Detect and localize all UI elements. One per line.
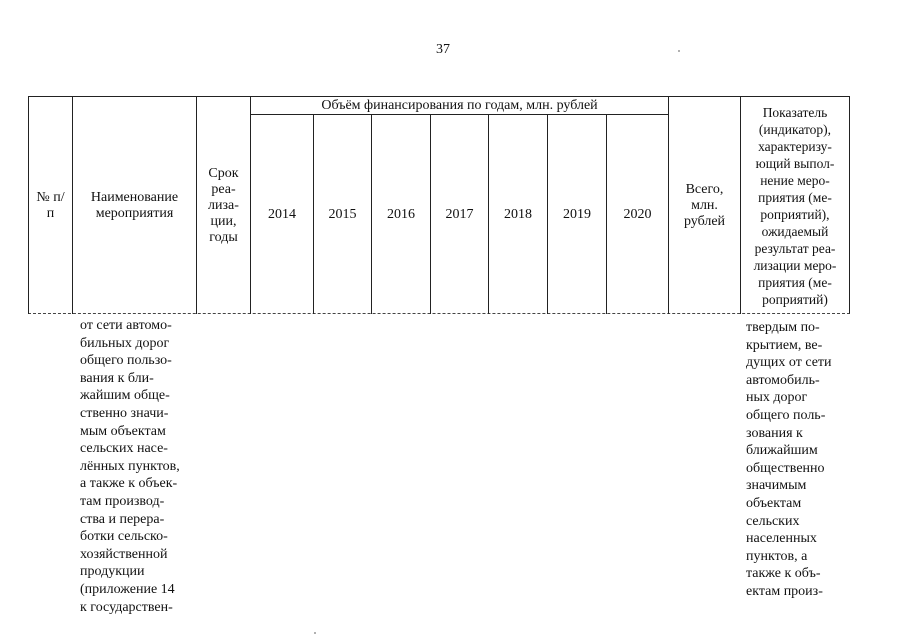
header-year-2018 <box>488 114 547 314</box>
header-term <box>196 96 250 314</box>
year-label: 2015 <box>328 206 357 222</box>
header-year-2014 <box>250 114 313 314</box>
header-total-label: Всего, млн. рублей <box>683 181 726 229</box>
page-number: 37 <box>436 42 450 57</box>
year-label: 2017 <box>445 206 474 222</box>
year-label: 2016 <box>387 206 415 222</box>
continuation-indicator-text: твердым по- крытием, ве- дущих от сети автомобиль- ных дорог общего поль- зования к ближайшим общественно значимым объектам сельских населенных пунктов, а также к объ- ектам произ- <box>746 320 832 599</box>
continuation-name-text: от сети автомо- бильных дорог общего пользо- вания к бли- жайшим обще- ственно значи- мым объектам сельских насе- лённых пунктов, а также к объек- там производ- ства и перера- ботки сельско- хозяйственной продукции (приложение 14 к государствен- <box>80 318 180 615</box>
table-header <box>28 96 850 314</box>
year-label: 2019 <box>563 206 591 222</box>
year-label: 2018 <box>504 206 532 222</box>
header-number <box>28 96 72 314</box>
scan-speck <box>314 632 316 634</box>
header-term-label: Срок реа-лиза-ции, годы <box>208 165 239 245</box>
header-funding-label: Объём финансирования по годам, млн. рублей <box>321 97 598 113</box>
year-label: 2014 <box>268 206 296 222</box>
header-year-2015 <box>313 114 371 314</box>
header-number-label: № п/п <box>36 189 65 221</box>
header-year-2020 <box>606 114 668 314</box>
header-name-label: Наименование мероприятия <box>90 189 179 221</box>
header-total <box>668 96 740 314</box>
header-indicator-label: Показатель (индикатор), характеризу-ющий выпол-нение меро-приятия (ме-роприятий), ожидаемый результат реа-лизации меро-приятия (ме-роприятий) <box>753 104 837 307</box>
header-year-2016 <box>371 114 430 314</box>
year-label: 2020 <box>623 206 652 222</box>
header-year-2019 <box>547 114 606 314</box>
header-indicator <box>740 96 849 314</box>
header-year-2017 <box>430 114 488 314</box>
scan-speck <box>678 50 680 52</box>
header-funding-group <box>250 96 668 114</box>
header-name <box>72 96 196 314</box>
